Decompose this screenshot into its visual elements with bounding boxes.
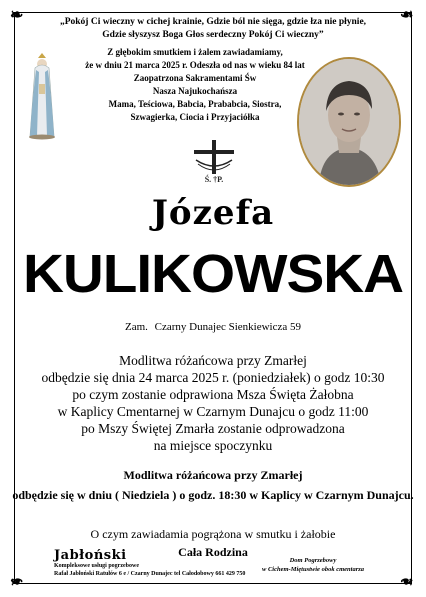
- ceremony-line: odbędzie się dnia 24 marca 2025 r. (poniedziałek) o godz 10:30: [41, 370, 385, 385]
- corner-ornament-top-right-icon: ❧: [400, 7, 414, 24]
- given-name: Józefa: [151, 193, 275, 233]
- corner-ornament-bottom-right-icon: ❧: [400, 572, 414, 589]
- announcement-line: Nasza Najukochańsza: [152, 86, 238, 96]
- funeral-home-location: [258, 556, 368, 574]
- rosary-line: Modlitwa różańcowa przy Zmarłej: [123, 468, 303, 482]
- rosary-line: odbędzie się w dniu ( Niedziela ) o godz. 18:30 w Kaplicy w Czarnym Dunajcu.: [12, 488, 414, 502]
- address-value: Czarny Dunajec Sienkiewicza 59: [154, 321, 301, 333]
- rosary-notice: [0, 465, 426, 505]
- ceremony-line: na miejsce spoczynku: [153, 438, 273, 453]
- funeral-home-tagline: Kompleksowe usługi pogrzebowe: [54, 563, 140, 569]
- ceremony-details: [0, 352, 426, 454]
- corner-ornament-top-left-icon: ❧: [10, 7, 24, 24]
- announcement-line: Z głębokim smutkiem i żalem zawiadamiamy,: [107, 47, 283, 57]
- corner-ornament-bottom-left-icon: ❧: [10, 572, 24, 589]
- funeral-home-contact: Rafał Jabłoński Ratułów 6 e / Czarny Dunajec tel Całodobowy 661 429 750: [54, 571, 246, 577]
- memorial-quote: [40, 16, 386, 42]
- closing-line: O czym zawiadamia pogrążona w smutku i żałobie: [90, 527, 336, 541]
- virgin-mary-statue-icon: [24, 52, 60, 140]
- ceremony-line: po Mszy Świętej Zmarła zostanie odprowadzona: [81, 421, 345, 436]
- address: [0, 321, 426, 333]
- cross-label: Ś. †P.: [204, 175, 224, 184]
- ceremony-line: w Kaplicy Cmentarnej w Czarnym Dunajcu o godz 11:00: [57, 404, 369, 419]
- funeral-home-info: [54, 548, 254, 578]
- ceremony-line: Modlitwa różańcowa przy Zmarłej: [119, 353, 307, 368]
- ceremony-line: po czym zostanie odprawiona Msza Święta Żałobna: [72, 387, 354, 402]
- cross-icon: [188, 138, 240, 184]
- portrait-photo: [297, 57, 401, 187]
- location-line: Dom Pogrzebowy: [289, 557, 337, 564]
- location-line: w Cichem-Miętustwie obok cmentarza: [261, 566, 365, 573]
- quote-line: Gdzie słyszysz Boga Głos serdeczny Pokój Ci wieczny”: [102, 30, 324, 40]
- announcement-line: że w dniu 21 marca 2025 r. Odeszła od nas w wieku 84 lat: [85, 60, 305, 70]
- funeral-home-brand: Jabłoński: [54, 548, 127, 563]
- announcement-line: Mama, Teściowa, Babcia, Prababcia, Siostra,: [108, 99, 282, 109]
- quote-line: „Pokój Ci wieczny w cichej krainie, Gdzie ból nie sięga, gdzie łza nie płynie,: [59, 17, 367, 27]
- family-signature: Cała Rodzina: [178, 545, 248, 559]
- surname: KULIKOWSKA: [22, 244, 404, 304]
- announcement-line: Zaopatrzona Sakramentami Św: [133, 73, 257, 83]
- address-label: Zam.: [125, 321, 148, 333]
- announcement-line: Szwagierka, Ciocia i Przyjaciółka: [130, 112, 260, 122]
- announcement: [70, 46, 320, 124]
